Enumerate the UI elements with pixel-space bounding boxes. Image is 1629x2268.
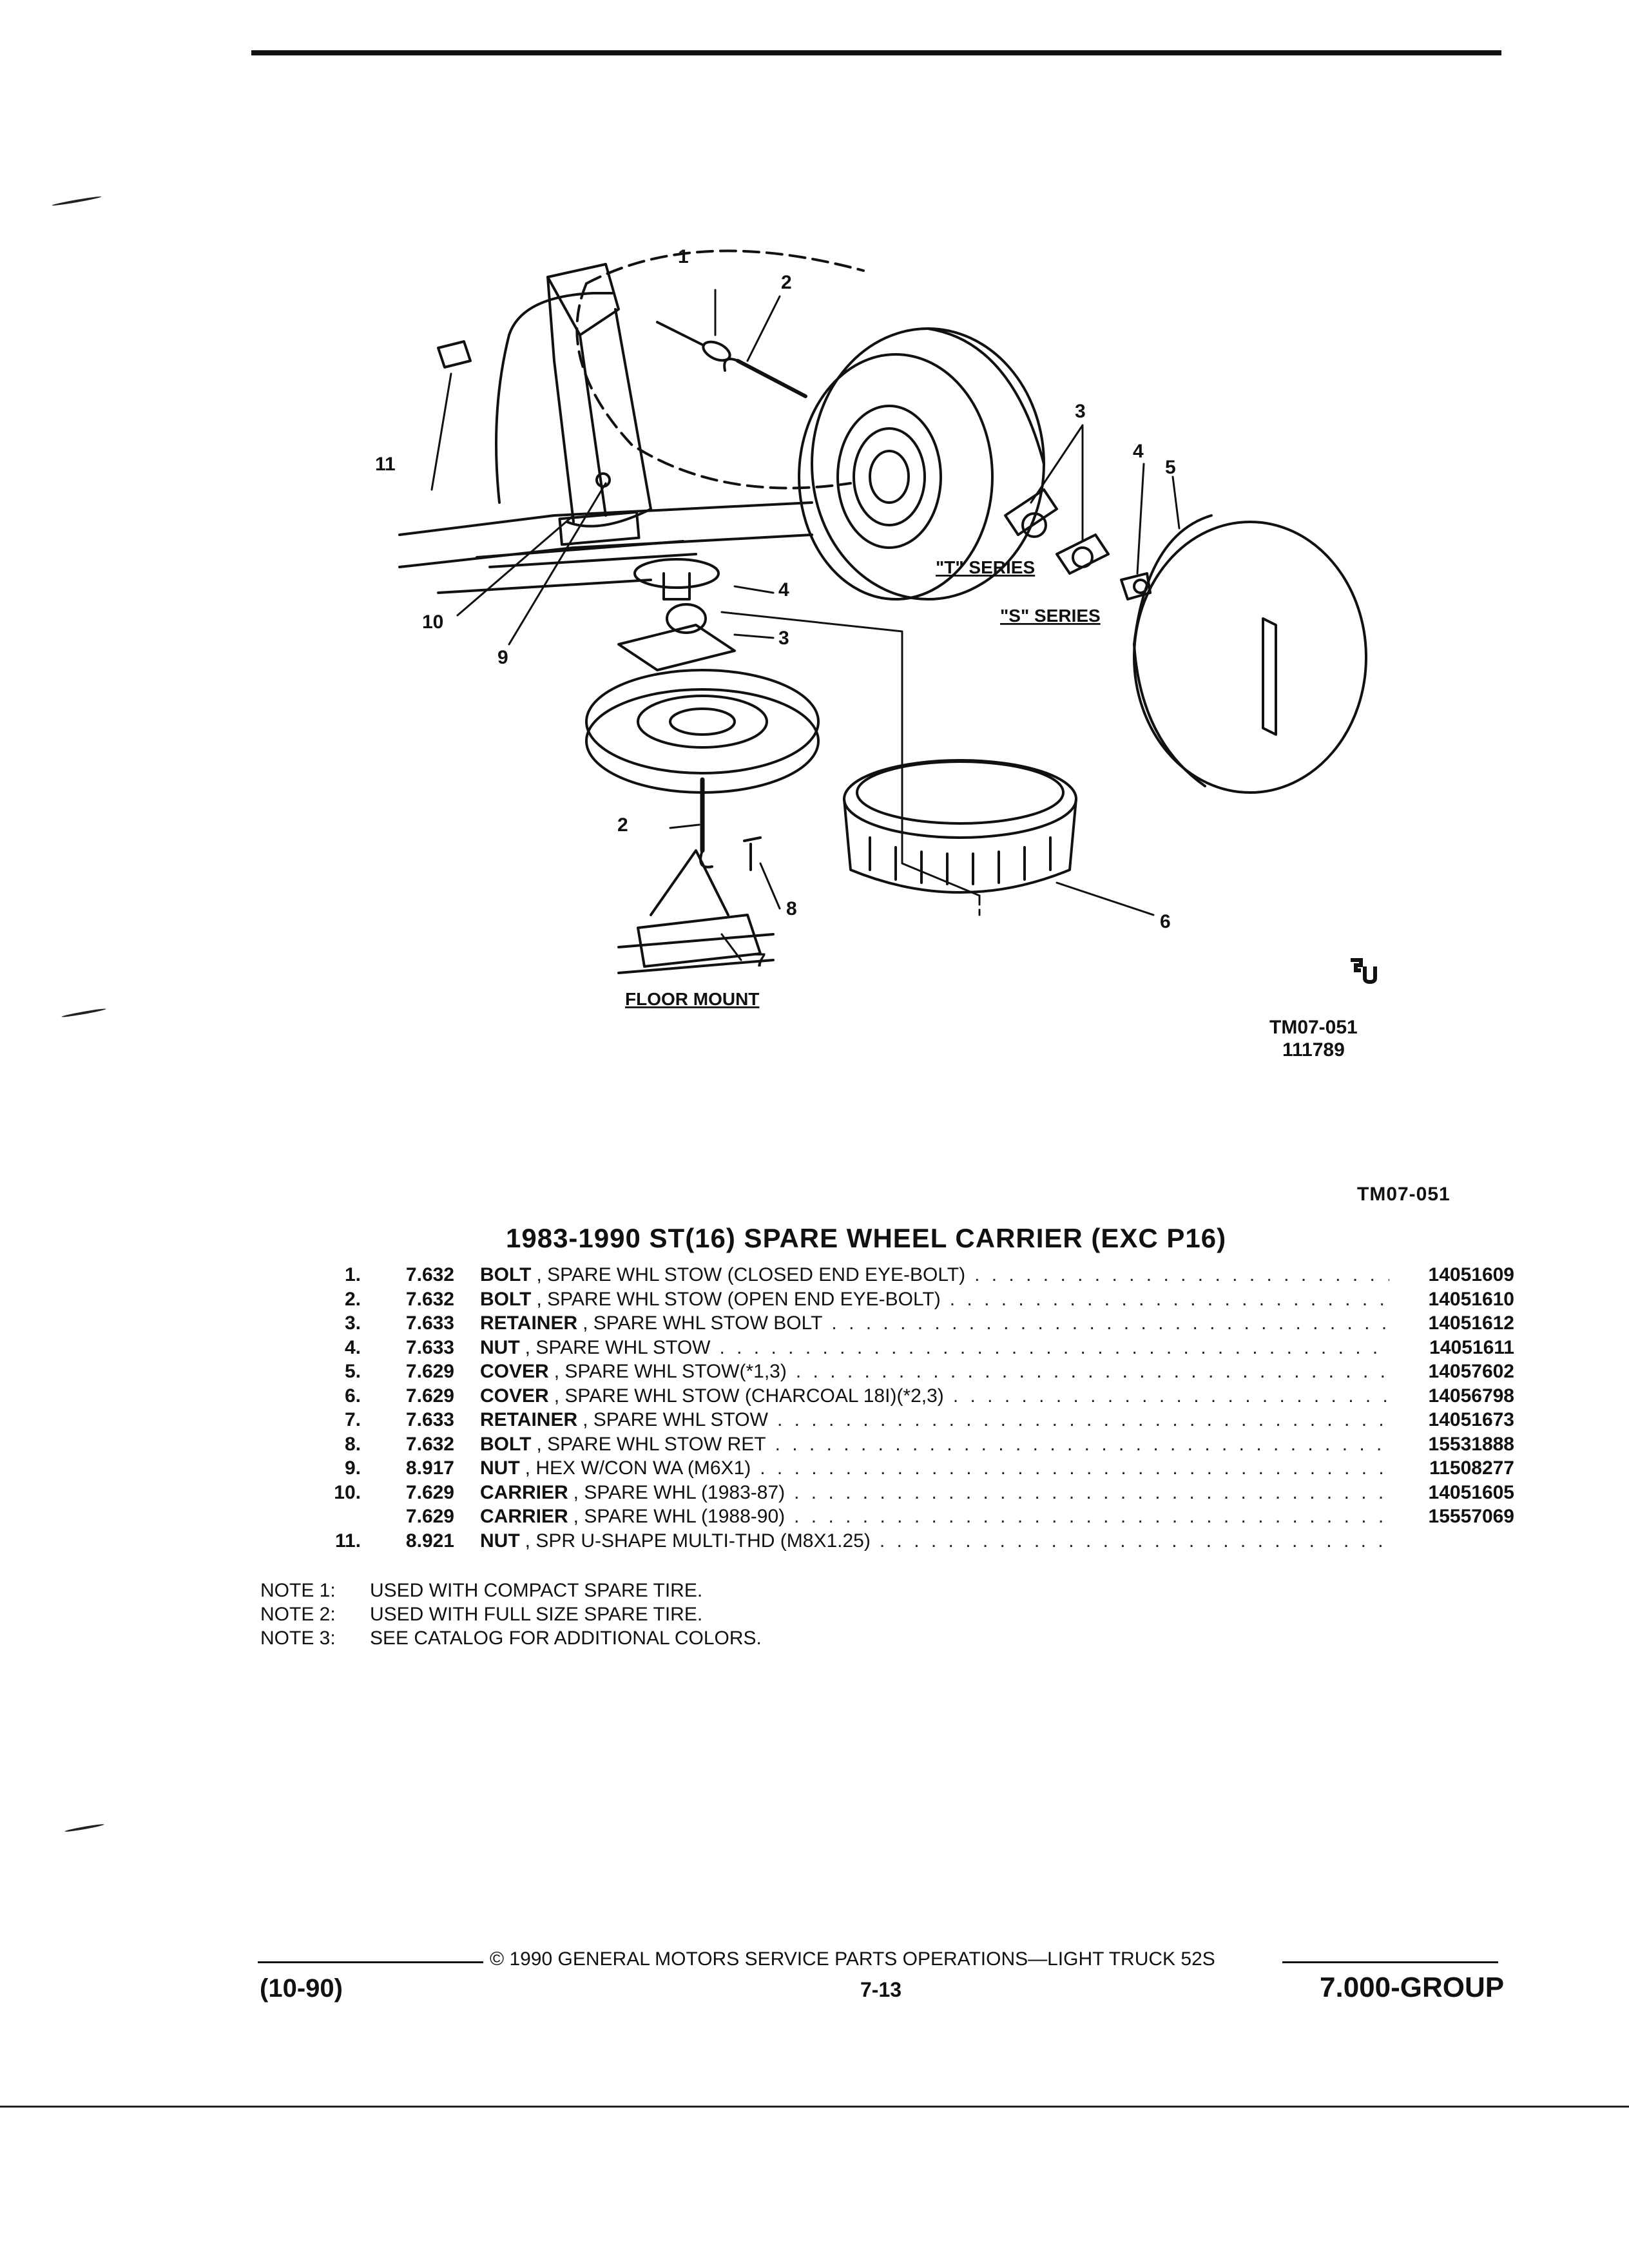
callout-1: 1 <box>678 246 689 267</box>
group-number: 8.917 <box>405 1457 454 1479</box>
part-name: CARRIER <box>480 1481 568 1503</box>
part-name: COVER <box>480 1385 549 1407</box>
part-detail: , SPARE WHL STOW (CLOSED END EYE-BOLT) <box>536 1264 966 1285</box>
group-number: 8.921 <box>405 1530 454 1552</box>
group-number: 7.632 <box>405 1288 454 1310</box>
callout-5: 5 <box>1165 457 1176 478</box>
part-detail: , HEX W/CON WA (M6X1) <box>525 1457 751 1479</box>
group-code: 7.000-GROUP <box>1320 1972 1505 2003</box>
callout-3-center: 3 <box>778 628 789 649</box>
part-number: 14051611 <box>1429 1336 1514 1358</box>
item-number: 2. <box>344 1288 361 1310</box>
note-label: NOTE 3: <box>260 1628 336 1649</box>
callout-11: 11 <box>375 454 396 475</box>
top-rule <box>251 50 1501 55</box>
part-name: COVER <box>480 1361 549 1382</box>
part-detail: , SPARE WHL STOW <box>525 1336 711 1358</box>
parts-row <box>309 1408 1514 1432</box>
dot-leader <box>796 1360 1389 1384</box>
part-number: 14051610 <box>1428 1288 1514 1310</box>
group-number: 7.633 <box>405 1409 454 1430</box>
callout-2-lower: 2 <box>617 814 628 836</box>
callout-6: 6 <box>1160 911 1171 932</box>
part-name: NUT <box>480 1530 520 1552</box>
dot-leader <box>953 1384 1389 1408</box>
part-detail: , SPARE WHL STOW <box>583 1409 768 1430</box>
callout-3: 3 <box>1075 401 1086 422</box>
parts-row <box>309 1311 1514 1336</box>
figure-code: TM07-051 <box>1269 1017 1358 1038</box>
parts-list <box>309 1263 1514 1553</box>
scan-mark <box>64 1823 104 1833</box>
part-name: RETAINER <box>480 1409 578 1430</box>
item-number: 4. <box>344 1336 361 1358</box>
group-number: 7.629 <box>405 1506 454 1527</box>
parts-row <box>309 1529 1514 1553</box>
note-text: SEE CATALOG FOR ADDITIONAL COLORS. <box>370 1628 762 1649</box>
part-name: NUT <box>480 1457 520 1479</box>
item-number: 9. <box>344 1457 361 1479</box>
part-number: 14056798 <box>1428 1385 1514 1407</box>
part-detail: , SPARE WHL STOW BOLT <box>583 1312 823 1334</box>
callout-10: 10 <box>422 611 444 633</box>
dot-leader <box>880 1529 1389 1553</box>
dot-leader <box>831 1311 1389 1336</box>
note-label: NOTE 1: <box>260 1580 336 1601</box>
floor-mount-label: FLOOR MOUNT <box>625 989 760 1009</box>
parts-row <box>309 1287 1514 1312</box>
footer-rule <box>1282 1961 1498 1963</box>
item-number: 1. <box>344 1264 361 1285</box>
callout-4-center: 4 <box>778 579 789 601</box>
t-series-label: "T" SERIES <box>936 557 1036 577</box>
date-code: (10-90) <box>260 1974 343 2003</box>
note-item <box>260 1579 762 1602</box>
figure-code-bottom: TM07-051 <box>1357 1184 1451 1205</box>
bottom-rule <box>0 2106 1629 2108</box>
note-text: USED WITH COMPACT SPARE TIRE. <box>370 1580 703 1601</box>
group-number: 7.629 <box>405 1361 454 1382</box>
dot-leader <box>794 1504 1389 1529</box>
part-detail: , SPARE WHL STOW (OPEN END EYE-BOLT) <box>536 1288 941 1310</box>
part-detail: , SPARE WHL STOW(*1,3) <box>554 1361 787 1382</box>
part-name: RETAINER <box>480 1312 578 1334</box>
part-name: CARRIER <box>480 1506 568 1527</box>
note-item <box>260 1626 762 1650</box>
callout-7: 7 <box>755 950 766 971</box>
spare-wheel-carrier-diagram <box>361 232 1405 1057</box>
parts-row <box>309 1481 1514 1505</box>
dot-leader <box>775 1432 1389 1457</box>
parts-row <box>309 1384 1514 1408</box>
note-label: NOTE 2: <box>260 1604 336 1625</box>
dot-leader <box>760 1456 1389 1481</box>
dot-leader <box>950 1287 1389 1312</box>
item-number: 5. <box>344 1361 361 1382</box>
part-name: BOLT <box>480 1264 532 1285</box>
note-text: USED WITH FULL SIZE SPARE TIRE. <box>370 1604 703 1625</box>
item-number: 10. <box>334 1481 361 1503</box>
part-name: BOLT <box>480 1288 532 1310</box>
part-name: NUT <box>480 1336 520 1358</box>
group-number: 7.633 <box>405 1312 454 1334</box>
parts-row <box>309 1336 1514 1360</box>
part-number: 14051605 <box>1428 1481 1514 1503</box>
part-number: 14051609 <box>1428 1264 1514 1285</box>
gm-logo-icon <box>1345 954 1384 986</box>
part-number: 15557069 <box>1428 1506 1514 1527</box>
reference-number: 111789 <box>1282 1039 1345 1061</box>
callout-2: 2 <box>781 272 792 293</box>
parts-row <box>309 1504 1514 1529</box>
callout-4: 4 <box>1133 441 1144 462</box>
part-name: BOLT <box>480 1433 532 1455</box>
page-number: 7-13 <box>860 1978 902 2001</box>
part-number: 15531888 <box>1428 1433 1514 1455</box>
dot-leader <box>719 1336 1389 1360</box>
scan-mark <box>52 195 102 206</box>
scan-mark <box>61 1008 106 1018</box>
callout-9: 9 <box>497 647 508 668</box>
part-number: 11508277 <box>1429 1457 1514 1479</box>
copyright: © 1990 GENERAL MOTORS SERVICE PARTS OPERATIONS—LIGHT TRUCK 52S <box>490 1948 1215 1970</box>
parts-row <box>309 1456 1514 1481</box>
group-number: 7.633 <box>405 1336 454 1358</box>
part-detail: , SPARE WHL (1988-90) <box>573 1506 786 1527</box>
parts-row <box>309 1432 1514 1457</box>
item-number: 11. <box>334 1530 361 1552</box>
parts-row <box>309 1360 1514 1384</box>
item-number: 3. <box>344 1312 361 1334</box>
dot-leader <box>794 1481 1389 1505</box>
footer-rule <box>258 1961 483 1963</box>
group-number: 7.629 <box>405 1481 454 1503</box>
dot-leader <box>777 1408 1389 1432</box>
item-number: 7. <box>344 1409 361 1430</box>
part-number: 14051612 <box>1428 1312 1514 1334</box>
part-number: 14057602 <box>1428 1361 1514 1382</box>
group-number: 7.632 <box>405 1433 454 1455</box>
group-number: 7.629 <box>405 1385 454 1407</box>
callout-8: 8 <box>786 898 797 919</box>
dot-leader <box>974 1263 1389 1287</box>
group-number: 7.632 <box>405 1264 454 1285</box>
part-detail: , SPR U-SHAPE MULTI-THD (M8X1.25) <box>525 1530 871 1552</box>
note-item <box>260 1602 762 1626</box>
notes <box>260 1579 762 1650</box>
item-number: 8. <box>344 1433 361 1455</box>
part-detail: , SPARE WHL STOW RET <box>536 1433 766 1455</box>
page-title: 1983-1990 ST(16) SPARE WHEEL CARRIER (EXC P16) <box>506 1223 1227 1253</box>
s-series-label: "S" SERIES <box>1000 606 1101 626</box>
part-detail: , SPARE WHL (1983-87) <box>573 1481 786 1503</box>
part-number: 14051673 <box>1428 1409 1514 1430</box>
part-detail: , SPARE WHL STOW (CHARCOAL 18I)(*2,3) <box>554 1385 944 1407</box>
parts-row <box>309 1263 1514 1287</box>
item-number: 6. <box>344 1385 361 1407</box>
